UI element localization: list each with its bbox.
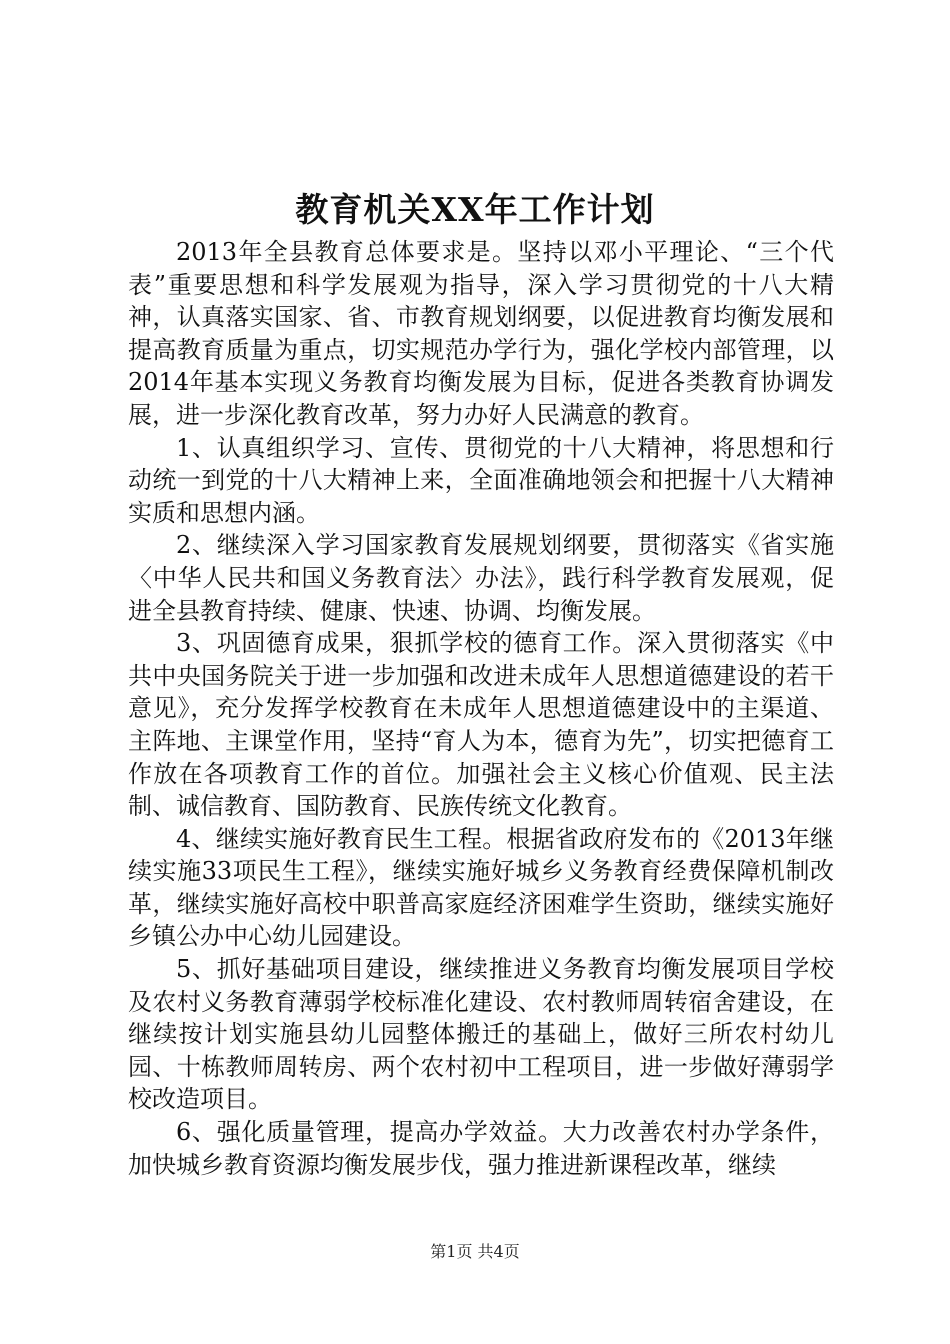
page-number-footer: 第1页 共4页: [430, 1242, 520, 1261]
item-3-paragraph: 3、巩固德育成果，狠抓学校的德育工作。深入贯彻落实《中共中央国务院关于进一步加强和改进未成年人思想道德建设的若干意见》，充分发挥学校教育在未成年人思想道德建设中的主渠道、主阵地、主课堂作用，坚持“育人为本，德育为先”，切实把德育工作放在各项教育工作的首位。加强社会主义核心价值观、民主法制、诚信教育、国防教育、民族传统文化教育。: [128, 629, 834, 821]
item-2-paragraph: 2、继续深入学习国家教育发展规划纲要，贯彻落实《省实施〈中华人民共和国义务教育法〉办法》，践行科学教育发展观，促进全县教育持续、健康、快速、协调、均衡发展。: [128, 531, 834, 625]
item-4-paragraph: 4、继续实施好教育民生工程。根据省政府发布的《2013年继续实施33项民生工程》，继续实施好城乡义务教育经费保障机制改革，继续实施好高校中职普高家庭经济困难学生资助，继续实施好乡镇公办中心幼儿园建设。: [128, 824, 834, 951]
intro-paragraph: 2013年全县教育总体要求是。坚持以邓小平理论、“三个代表”重要思想和科学发展观为指导，深入学习贯彻党的十八大精神，认真落实国家、省、市教育规划纲要，以促进教育均衡发展和提高教育质量为重点，切实规范办学行为，强化学校内部管理，以2014年基本实现义务教育均衡发展为目标，促进各类教育协调发展，进一步深化教育改革，努力办好人民满意的教育。: [128, 238, 834, 429]
item-6-paragraph: 6、强化质量管理，提高办学效益。大力改善农村办学条件，加快城乡教育资源均衡发展步伐，强力推进新课程改革，继续: [128, 1118, 834, 1179]
item-5-paragraph: 5、抓好基础项目建设，继续推进义务教育均衡发展项目学校及农村义务教育薄弱学校标准化建设、农村教师周转宿舍建设，在继续按计划实施县幼儿园整体搬迁的基础上，做好三所农村幼儿园、十栋教师周转房、两个农村初中工程项目，进一步做好薄弱学校改造项目。: [128, 955, 834, 1114]
document-body: [128, 236, 834, 1181]
document-title: 教育机关XX年工作计划: [295, 190, 655, 229]
item-1-paragraph: 1、认真组织学习、宣传、贯彻党的十八大精神，将思想和行动统一到党的十八大精神上来，全面准确地领会和把握十八大精神实质和思想内涵。: [128, 433, 834, 527]
